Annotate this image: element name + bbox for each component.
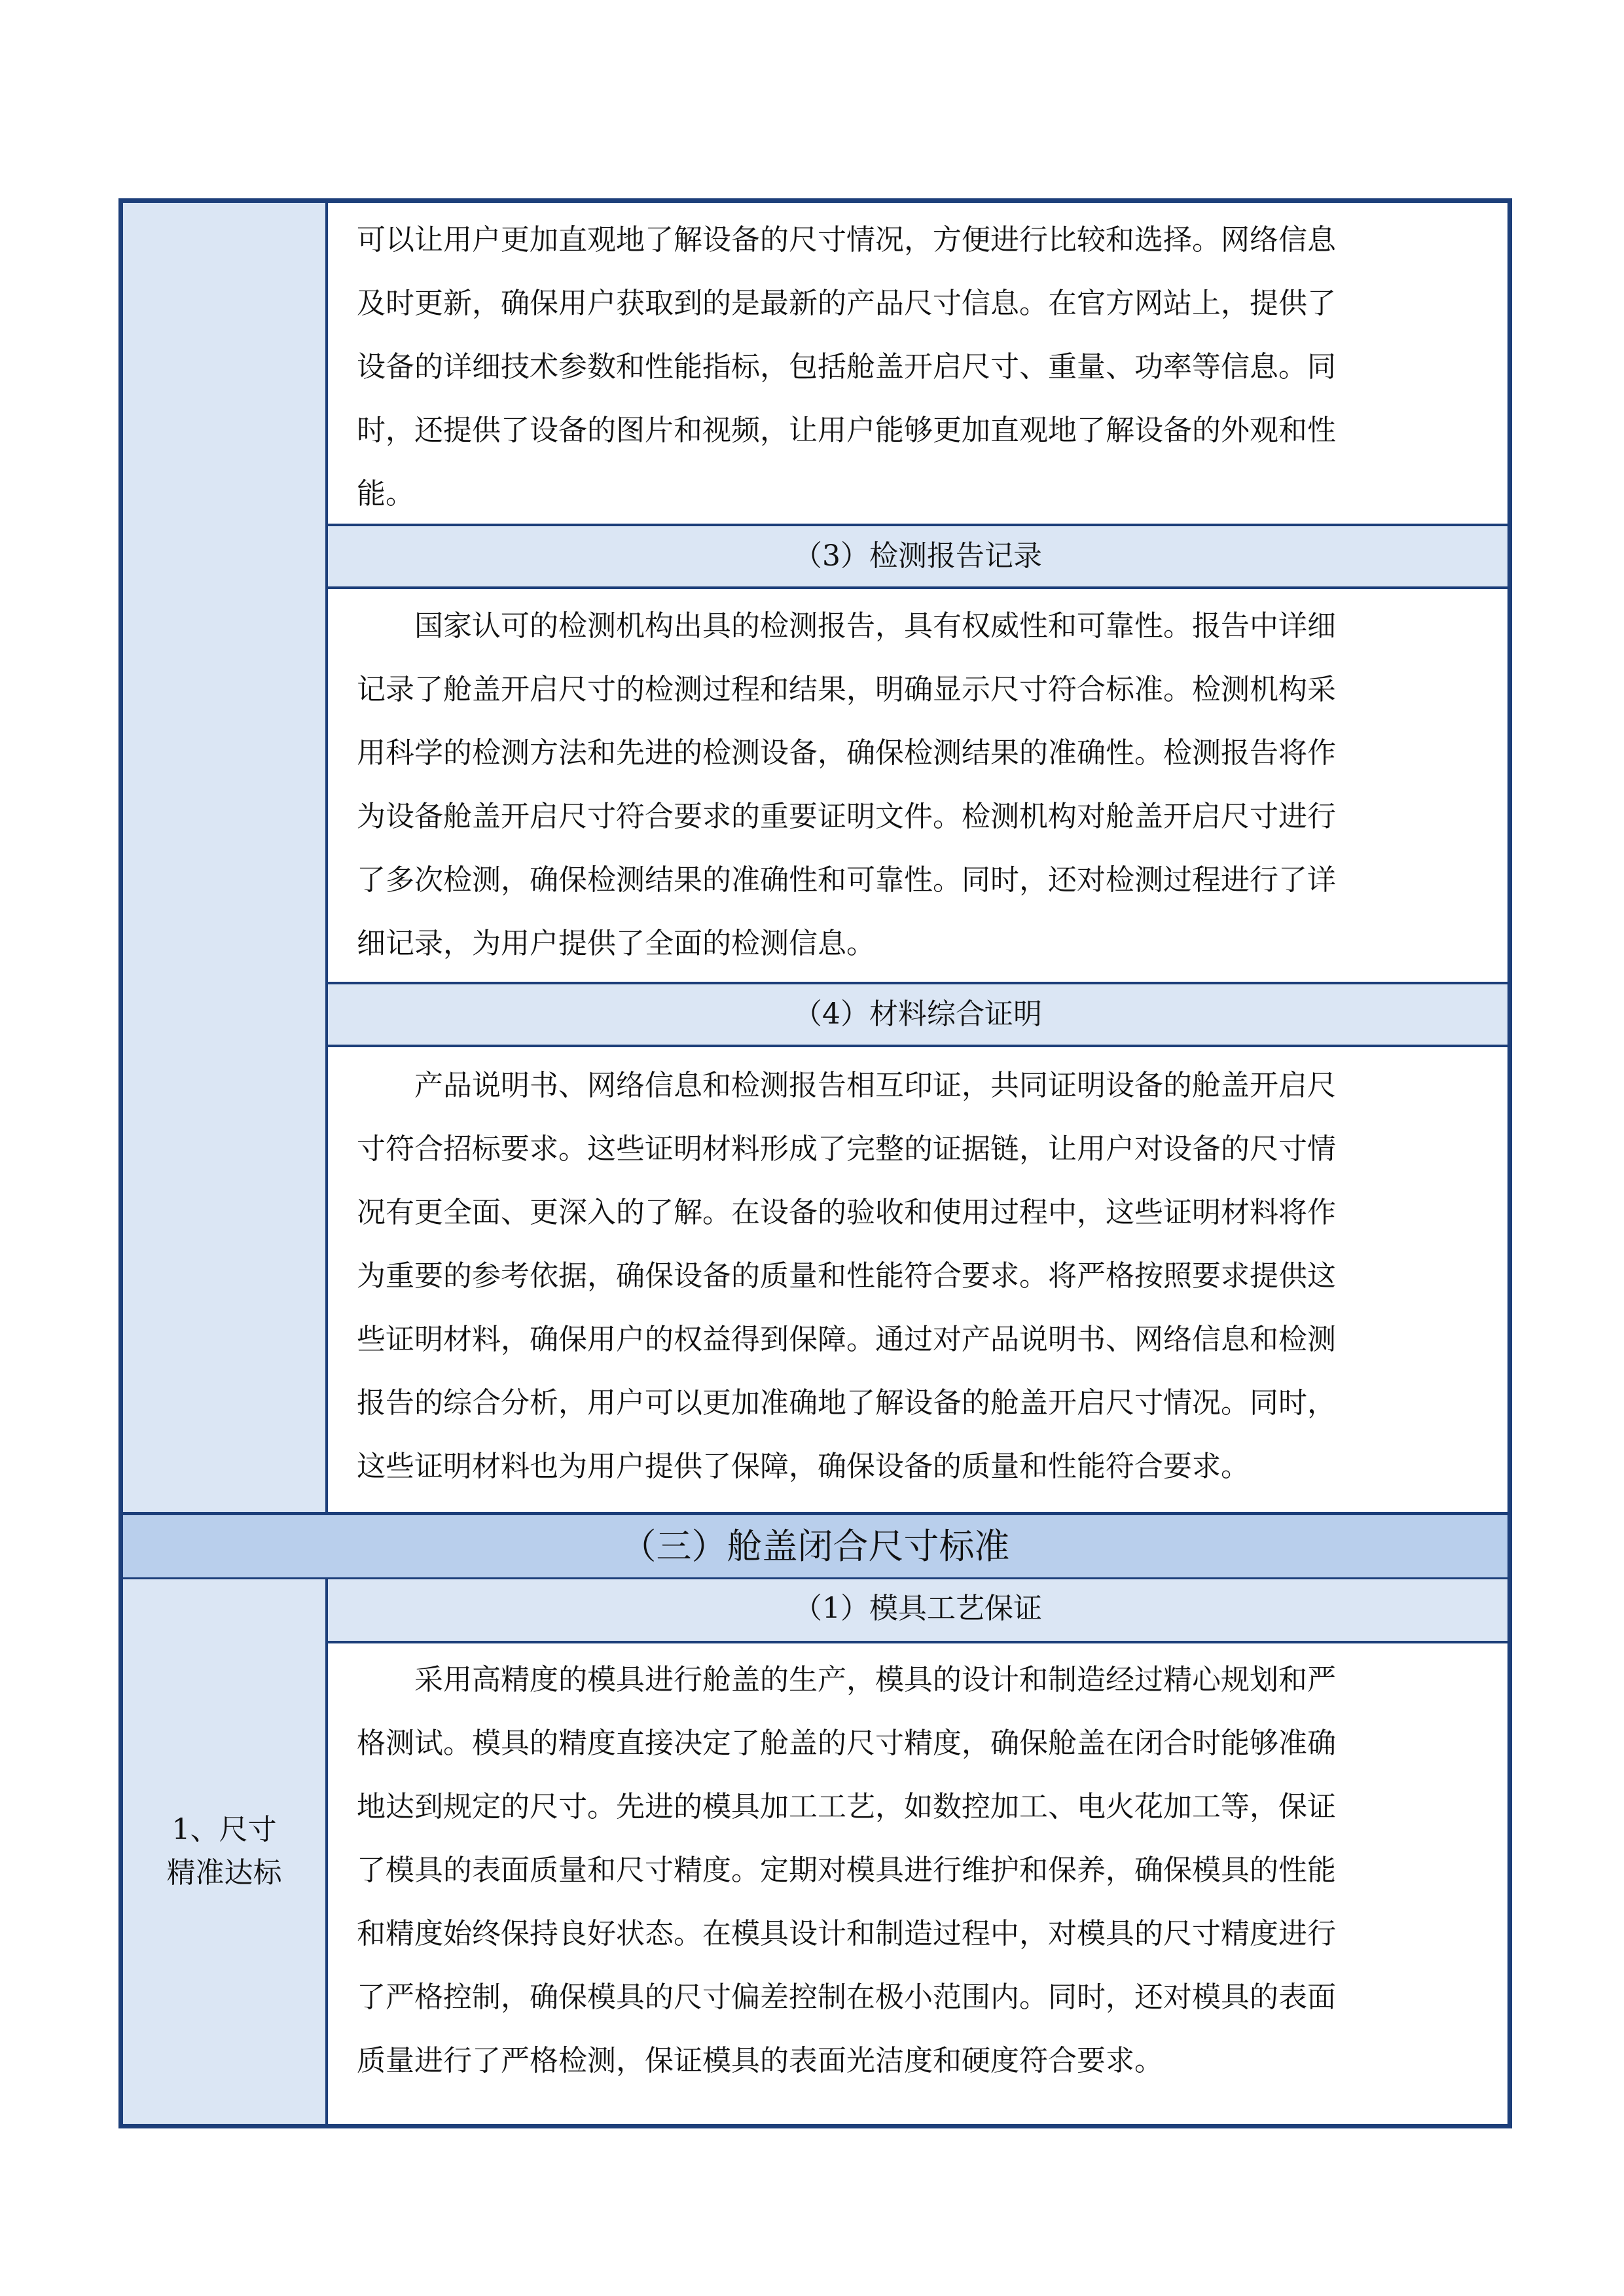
subheading-text: （4）材料综合证明 bbox=[793, 997, 1042, 1031]
paragraph-line: 和精度始终保持良好状态。在模具设计和制造过程中，对模具的尺寸精度进行 bbox=[357, 1917, 1336, 1950]
paragraph-line: 产品说明书、网络信息和检测报告相互印证，共同证明设备的舱盖开启尺 bbox=[414, 1069, 1336, 1102]
document-table bbox=[118, 198, 1512, 2128]
paragraph-network-info bbox=[328, 208, 1507, 526]
paragraph-line: 记录了舱盖开启尺寸的检测过程和结果，明确显示尺寸符合标准。检测机构采 bbox=[357, 673, 1336, 706]
paragraph-line: 可以让用户更加直观地了解设备的尺寸情况，方便进行比较和选择。网络信息 bbox=[357, 223, 1336, 257]
paragraph-line: 寸符合招标要求。这些证明材料形成了完整的证据链，让用户对设备的尺寸情 bbox=[357, 1132, 1336, 1166]
subheading-text: （3）检测报告记录 bbox=[793, 539, 1042, 573]
paragraph-line: 格测试。模具的精度直接决定了舱盖的尺寸精度，确保舱盖在闭合时能够准确 bbox=[357, 1727, 1336, 1760]
subheading-inspection-report bbox=[328, 524, 1507, 589]
paragraph-line: 地达到规定的尺寸。先进的模具加工工艺，如数控加工、电火花加工等，保证 bbox=[357, 1790, 1336, 1823]
paragraph-inspection-report bbox=[328, 594, 1507, 975]
paragraph-line: 报告的综合分析，用户可以更加准确地了解设备的舱盖开启尺寸情况。同时， bbox=[357, 1386, 1336, 1420]
left-label-cell-continued bbox=[123, 203, 328, 1512]
paragraph-mold-process bbox=[328, 1648, 1507, 2092]
paragraph-line: 这些证明材料也为用户提供了保障，确保设备的质量和性能符合要求。 bbox=[357, 1450, 1250, 1483]
paragraph-line: 能。 bbox=[357, 477, 414, 511]
paragraph-line: 时，还提供了设备的图片和视频，让用户能够更加直观地了解设备的外观和性 bbox=[357, 414, 1336, 447]
subheading-combined-proof bbox=[328, 982, 1507, 1047]
paragraph-line: 了模具的表面质量和尺寸精度。定期对模具进行维护和保养，确保模具的性能 bbox=[357, 1854, 1336, 1887]
row-label-cell bbox=[123, 1579, 328, 2124]
subheading-mold-process bbox=[328, 1579, 1507, 1643]
section-heading-text: （三）舱盖闭合尺寸标准 bbox=[621, 1526, 1010, 1567]
paragraph-combined-proof bbox=[328, 1054, 1507, 1498]
paragraph-line: 些证明材料，确保用户的权益得到保障。通过对产品说明书、网络信息和检测 bbox=[357, 1323, 1336, 1356]
paragraph-line: 质量进行了严格检测，保证模具的表面光洁度和硬度符合要求。 bbox=[357, 2044, 1163, 2077]
paragraph-line: 设备的详细技术参数和性能指标，包括舱盖开启尺寸、重量、功率等信息。同 bbox=[357, 350, 1336, 384]
paragraph-line: 细记录，为用户提供了全面的检测信息。 bbox=[357, 927, 875, 960]
paragraph-line: 用科学的检测方法和先进的检测设备，确保检测结果的准确性。检测报告将作 bbox=[357, 736, 1336, 770]
paragraph-line: 国家认可的检测机构出具的检测报告，具有权威性和可靠性。报告中详细 bbox=[414, 609, 1336, 643]
paragraph-line: 了严格控制，确保模具的尺寸偏差控制在极小范围内。同时，还对模具的表面 bbox=[357, 1981, 1336, 2014]
paragraph-line: 采用高精度的模具进行舱盖的生产，模具的设计和制造经过精心规划和严 bbox=[414, 1663, 1336, 1696]
subheading-text: （1）模具工艺保证 bbox=[793, 1592, 1042, 1625]
paragraph-line: 况有更全面、更深入的了解。在设备的验收和使用过程中，这些证明材料将作 bbox=[357, 1196, 1336, 1229]
paragraph-line: 为重要的参考依据，确保设备的质量和性能符合要求。将严格按照要求提供这 bbox=[357, 1259, 1336, 1293]
section-heading-closing-size bbox=[123, 1512, 1507, 1581]
row-label: 1、尺寸精准达标 bbox=[166, 1813, 282, 1890]
paragraph-line: 及时更新，确保用户获取到的是最新的产品尺寸信息。在官方网站上，提供了 bbox=[357, 287, 1336, 320]
paragraph-line: 了多次检测，确保检测结果的准确性和可靠性。同时，还对检测过程进行了详 bbox=[357, 863, 1336, 897]
paragraph-line: 为设备舱盖开启尺寸符合要求的重要证明文件。检测机构对舱盖开启尺寸进行 bbox=[357, 800, 1336, 833]
